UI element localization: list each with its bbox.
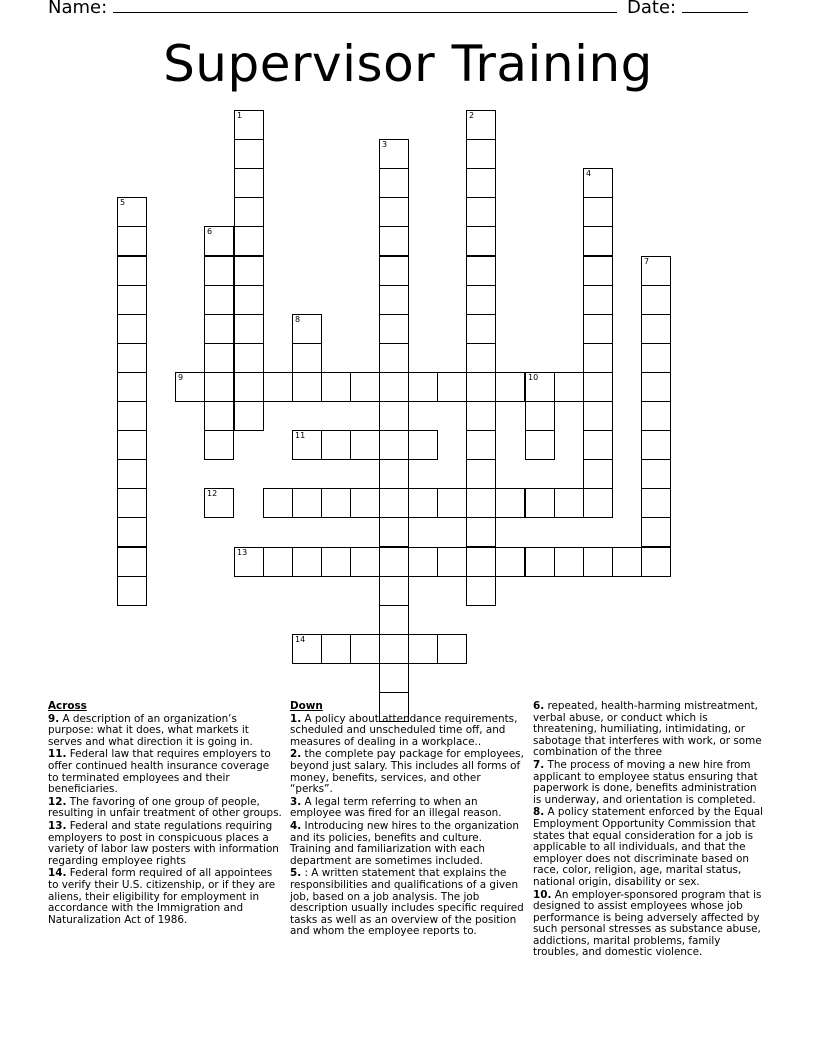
clue-item [290,868,524,938]
grid-cell[interactable] [612,547,642,577]
clue-num: 1. [290,712,302,725]
clue-number: 3 [382,140,388,149]
clue-item [533,760,767,806]
grid-cell[interactable] [234,226,264,256]
grid-cell[interactable] [350,372,380,402]
grid-cell[interactable] [292,343,322,373]
grid-cell[interactable] [379,314,409,344]
clue-text: A policy about attendance requirements, scheduled and unscheduled time off, and measures of dealing in a workplace.. [290,712,518,748]
grid-cell[interactable] [379,517,409,547]
grid-cell[interactable] [641,547,671,577]
grid-cell[interactable] [641,459,671,489]
grid-cell[interactable] [117,401,147,431]
grid-cell[interactable] [204,285,234,315]
grid-cell[interactable] [292,314,322,344]
name-label: Name: [48,0,108,18]
clue-number: 5 [120,198,126,207]
grid-cell[interactable] [234,139,264,169]
clue-text: Introducing new hires to the organization and its policies, benefits and culture. Training and familiarization with each department are sometimes included. [290,819,519,867]
grid-cell[interactable] [117,285,147,315]
grid-cell[interactable] [408,372,438,402]
grid-cell[interactable] [350,547,380,577]
grid-cell[interactable] [466,314,496,344]
clue-number: 13 [237,548,248,557]
grid-cell[interactable] [204,226,234,256]
grid-cell[interactable] [437,372,467,402]
grid-cell[interactable] [495,372,525,402]
grid-cell[interactable] [379,459,409,489]
date-label: Date: [627,0,677,18]
clue-text: A policy statement enforced by the Equal Employment Opportunity Commission that states that equal consideration for a job is applicable to all individuals, and that the employer does not discriminate based on race, color, religion, age, marital status, national origin, disability or sex. [533,806,764,888]
grid-cell[interactable] [641,285,671,315]
clue-number: 7 [644,257,650,266]
clue-text: Federal form required of all appointees to verify their U.S. citizenship, or if they are aliens, their eligibility for employment in accordance with the Immigration and Naturalization Act of 1986. [48,867,276,926]
clue-item [533,701,767,759]
grid-cell[interactable] [583,430,613,460]
grid-cell[interactable] [263,488,293,518]
grid-cell[interactable] [466,197,496,227]
grid-cell[interactable] [466,488,496,518]
grid-cell[interactable] [117,459,147,489]
down-heading: Down [290,700,323,712]
clue-text: The process of moving a new hire from applicant to employee status ensuring that paperwork is done, benefits administration is underway, and orientation is completed. [533,758,758,806]
grid-cell[interactable] [204,343,234,373]
grid-cell[interactable] [525,488,555,518]
grid-cell[interactable] [525,547,555,577]
grid-cell[interactable] [234,168,264,198]
grid-cell[interactable] [437,547,467,577]
grid-cell[interactable] [292,488,322,518]
clue-num: 5. [290,867,302,880]
grid-cell[interactable] [466,517,496,547]
grid-cell[interactable] [525,401,555,431]
grid-cell[interactable] [583,401,613,431]
clue-item [533,890,767,960]
grid-cell[interactable] [379,139,409,169]
clue-text: Federal and state regulations requiring employers to post in conspicuous places a variety of labor law posters with information regarding employee rights [48,819,279,867]
clue-text: repeated, health-harming mistreatment, verbal abuse, or conduct which is threatening, humiliating, intimidating, or sabotage that interferes with work, or some combination of the three [533,700,762,759]
grid-cell[interactable] [117,517,147,547]
clue-num: 12. [48,795,67,808]
grid-cell[interactable] [321,547,351,577]
grid-cell[interactable] [204,256,234,286]
grid-cell[interactable] [379,605,409,635]
grid-cell[interactable] [379,576,409,606]
grid-cell[interactable] [495,488,525,518]
grid-cell[interactable] [234,110,264,140]
grid-cell[interactable] [117,430,147,460]
grid-cell[interactable] [117,576,147,606]
grid-cell[interactable] [234,372,264,402]
grid-cell[interactable] [379,488,409,518]
grid-cell[interactable] [408,547,438,577]
clue-number: 1 [237,111,243,120]
grid-cell[interactable] [379,168,409,198]
down-list [290,714,524,938]
clue-text: A legal term referring to when an employee was fired for an illegal reason. [290,795,502,820]
grid-cell[interactable] [379,634,409,664]
grid-cell[interactable] [234,401,264,431]
grid-cell[interactable] [583,459,613,489]
grid-cell[interactable] [466,459,496,489]
down-list-continued [533,701,767,959]
clue-num: 3. [290,795,302,808]
grid-cell[interactable] [379,226,409,256]
grid-cell[interactable] [204,314,234,344]
grid-cell[interactable] [234,547,264,577]
grid-cell[interactable] [466,430,496,460]
grid-cell[interactable] [583,226,613,256]
grid-cell[interactable] [117,197,147,227]
clue-num: 11. [48,748,67,761]
grid-cell[interactable] [234,314,264,344]
grid-cell[interactable] [466,372,496,402]
clue-item [48,797,282,820]
grid-cell[interactable] [175,372,205,402]
grid-cell[interactable] [292,547,322,577]
clue-item [290,821,524,867]
clue-item [48,821,282,867]
grid-cell[interactable] [495,547,525,577]
grid-cell[interactable] [408,488,438,518]
grid-cell[interactable] [379,663,409,693]
grid-cell[interactable] [321,430,351,460]
clue-text: the complete pay package for employees, beyond just salary. This includes all forms of money, benefits, services, and other “perks”. [290,748,524,796]
grid-cell[interactable] [263,372,293,402]
clue-num: 10. [533,888,552,901]
grid-cell[interactable] [379,547,409,577]
grid-cell[interactable] [466,139,496,169]
grid-cell[interactable] [292,634,322,664]
clue-item [290,749,524,795]
grid-cell[interactable] [583,285,613,315]
grid-cell[interactable] [641,372,671,402]
grid-cell[interactable] [234,197,264,227]
clue-number: 6 [207,227,213,236]
grid-cell[interactable] [641,256,671,286]
grid-cell[interactable] [641,314,671,344]
grid-cell[interactable] [641,488,671,518]
clue-number: 12 [207,489,218,498]
grid-cell[interactable] [583,314,613,344]
grid-cell[interactable] [641,430,671,460]
clue-number: 8 [295,315,301,324]
grid-cell[interactable] [379,285,409,315]
grid-cell[interactable] [321,634,351,664]
grid-cell[interactable] [117,226,147,256]
clue-num: 4. [290,819,302,832]
clue-item [290,714,524,749]
grid-cell[interactable] [117,314,147,344]
grid-cell[interactable] [583,488,613,518]
grid-cell[interactable] [641,401,671,431]
clue-item [48,714,282,749]
grid-cell[interactable] [204,430,234,460]
grid-cell[interactable] [525,372,555,402]
down-clues [290,701,524,939]
grid-cell[interactable] [408,430,438,460]
clue-text: Federal law that requires employers to offer continued health insurance coverage to terminated employees and their beneficiaries. [48,748,271,796]
grid-cell[interactable] [204,488,234,518]
clue-number: 10 [528,373,539,382]
grid-cell[interactable] [466,547,496,577]
grid-cell[interactable] [437,488,467,518]
clue-text: An employer-sponsored program that is designed to assist employees whose job performance is being adversely affected by such personal stresses as substance abuse, addictions, marital problems, family troubles, and domestic violence. [533,888,762,959]
clue-num: 2. [290,748,302,761]
clue-item [48,749,282,795]
grid-cell[interactable] [379,343,409,373]
clue-num: 13. [48,819,67,832]
grid-cell[interactable] [379,430,409,460]
grid-cell[interactable] [466,110,496,140]
grid-cell[interactable] [117,488,147,518]
grid-cell[interactable] [583,547,613,577]
clue-text: The favoring of one group of people, resulting in unfair treatment of other groups. [48,795,282,820]
grid-cell[interactable] [466,285,496,315]
clue-number: 4 [586,169,592,178]
clue-item [290,797,524,820]
grid-cell[interactable] [263,547,293,577]
clue-num: 9. [48,712,60,725]
clue-number: 2 [469,111,475,120]
grid-cell[interactable] [583,372,613,402]
grid-cell[interactable] [117,547,147,577]
grid-cell[interactable] [350,488,380,518]
grid-cell[interactable] [379,372,409,402]
page-title: Supervisor Training [163,35,653,93]
clue-item [533,807,767,888]
grid-cell[interactable] [437,634,467,664]
clue-text: : A written statement that explains the responsibilities and qualifications of a given job, based on a job analysis. The job description usually includes specific required tasks as well as an overview of the position and whom the employee reports to. [290,867,524,938]
grid-cell[interactable] [525,430,555,460]
grid-cell[interactable] [554,488,584,518]
grid-cell[interactable] [466,576,496,606]
grid-cell[interactable] [408,634,438,664]
grid-cell[interactable] [292,372,322,402]
grid-cell[interactable] [204,401,234,431]
grid-cell[interactable] [117,343,147,373]
grid-cell[interactable] [379,256,409,286]
grid-cell[interactable] [466,343,496,373]
grid-cell[interactable] [466,256,496,286]
grid-cell[interactable] [234,343,264,373]
across-list [48,714,282,927]
grid-cell[interactable] [466,401,496,431]
clue-number: 9 [178,373,184,382]
grid-cell[interactable] [117,372,147,402]
across-clues [48,701,282,927]
grid-cell[interactable] [466,168,496,198]
across-heading: Across [48,700,87,712]
grid-cell[interactable] [234,256,264,286]
clue-number: 11 [295,431,306,440]
grid-cell[interactable] [234,285,264,315]
clue-item [48,868,282,926]
clue-num: 6. [533,700,545,712]
grid-cell[interactable] [379,401,409,431]
grid-cell[interactable] [583,256,613,286]
grid-cell[interactable] [204,372,234,402]
grid-cell[interactable] [583,197,613,227]
grid-cell[interactable] [554,547,584,577]
grid-cell[interactable] [554,372,584,402]
grid-cell[interactable] [292,430,322,460]
clue-number: 14 [295,635,306,644]
grid-cell[interactable] [117,256,147,286]
grid-cell[interactable] [641,517,671,547]
grid-cell[interactable] [583,343,613,373]
grid-cell[interactable] [350,430,380,460]
clue-num: 14. [48,867,67,880]
grid-cell[interactable] [583,168,613,198]
grid-cell[interactable] [321,488,351,518]
grid-cell[interactable] [321,372,351,402]
grid-cell[interactable] [350,634,380,664]
grid-cell[interactable] [379,197,409,227]
grid-cell[interactable] [641,343,671,373]
clue-num: 8. [533,806,545,819]
clue-text: A description of an organization’s purpose: what it does, what markets it serves and what direction it is going in. [48,712,253,748]
grid-cell[interactable] [466,226,496,256]
clue-num: 7. [533,758,545,771]
down-clues-continued [533,701,767,960]
